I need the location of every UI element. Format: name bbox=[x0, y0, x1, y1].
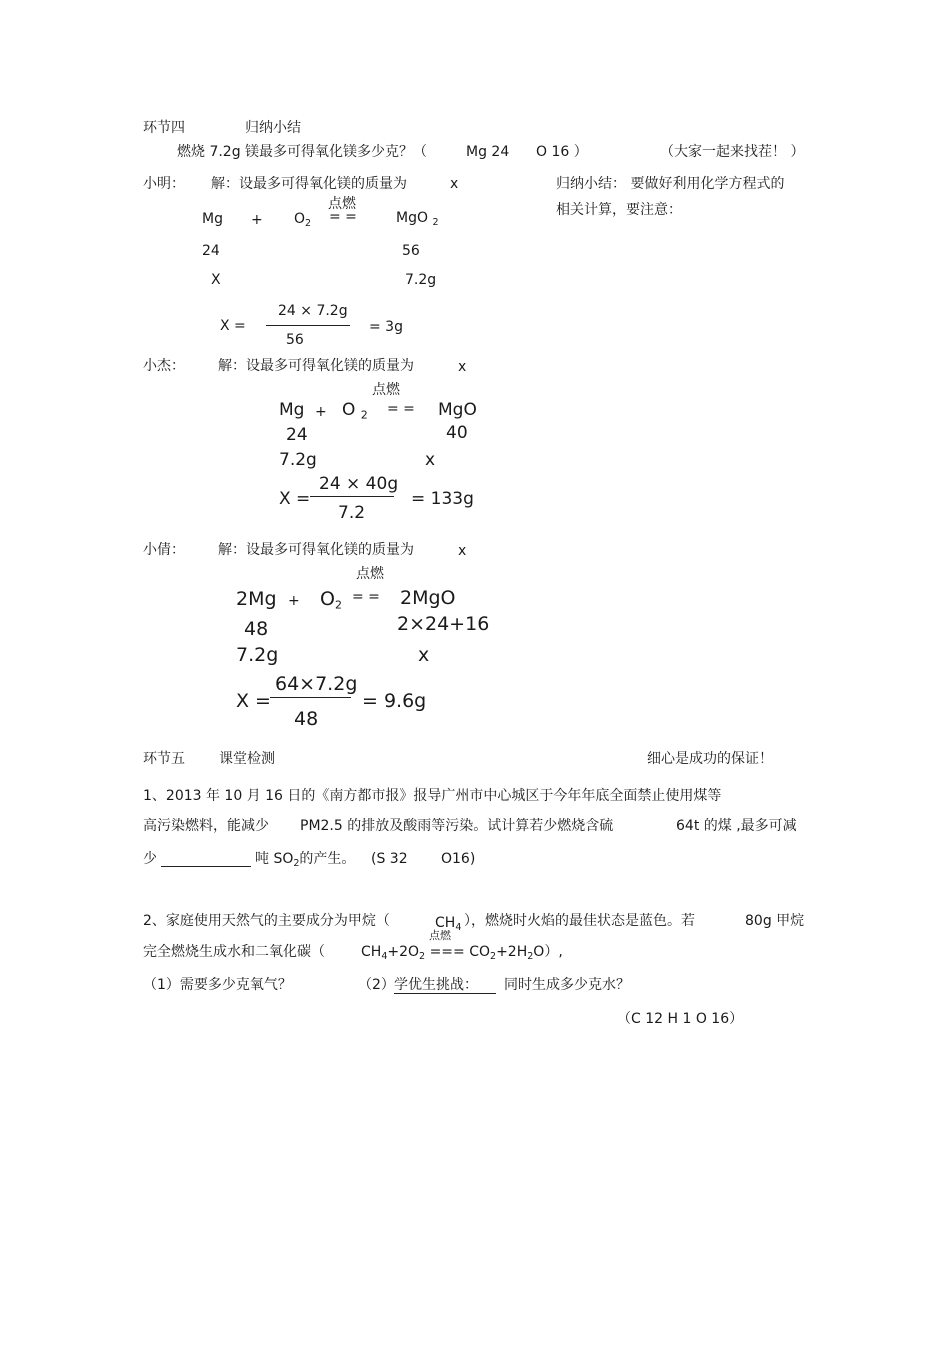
q1-line-3b: 吨 $SO_2$的产生。 bbox=[255, 851, 356, 869]
question-text: 燃烧 7.2g 镁最多可得氧化镁多少克？（ bbox=[177, 144, 428, 160]
xiaojie-mass-mgo: 40 bbox=[446, 423, 468, 443]
xiaoqian-eq-arrow: = = bbox=[352, 589, 380, 605]
xiaojie-denominator: 7.2 bbox=[338, 503, 366, 523]
xiaoming-numerator: 24 × 7.2g bbox=[278, 303, 348, 319]
xiaojie-unknown: x bbox=[425, 450, 436, 470]
xiaoqian-given: 7.2g bbox=[236, 644, 279, 666]
xiaoming-result: = 3g bbox=[369, 319, 403, 335]
xiaojie-eq-mgo: MgO bbox=[438, 400, 477, 420]
xiaoming-eq-o: $O_2$ bbox=[294, 211, 312, 229]
q2-line-1c: 80g 甲烷 bbox=[745, 913, 805, 929]
q2-atomic-masses: （C 12 H 1 O 16） bbox=[617, 1011, 744, 1027]
xiaoqian-unknown: x bbox=[418, 644, 430, 666]
xiaoming-mass-mg: 24 bbox=[202, 243, 220, 259]
q1-line-2b: PM2.5 的排放及酸雨等污染。试计算若少燃烧含硫 bbox=[300, 818, 614, 834]
xiaoming-condition: 点燃 bbox=[328, 196, 356, 212]
xiaoqian-mass-mg: 48 bbox=[244, 618, 269, 640]
xiaoming-x-label: X = bbox=[220, 318, 246, 334]
section-5-motto: 细心是成功的保证！ bbox=[647, 751, 773, 767]
xiaoqian-eq-mgo: 2MgO bbox=[400, 587, 456, 609]
xiaojie-eq-o: O $_2$ bbox=[342, 400, 368, 422]
q2-sub-question-2-number: （2） bbox=[358, 977, 395, 993]
section-4-title: 环节四 bbox=[143, 120, 185, 136]
xiaoqian-denominator: 48 bbox=[294, 708, 319, 730]
student-xiaojie: 小杰： bbox=[143, 358, 185, 374]
q2-line-1a: 2、家庭使用天然气的主要成分为甲烷（ bbox=[143, 913, 390, 929]
section-4-subtitle: 归纳小结 bbox=[245, 120, 301, 136]
student-xiaoming: 小明： bbox=[143, 176, 185, 192]
xiaojie-eq-arrow: = = bbox=[387, 401, 415, 417]
q2-equation: $CH_4+2O_2$ === $CO_2+2H_2O$）, bbox=[361, 944, 563, 962]
section-5-title: 环节五 bbox=[143, 751, 185, 767]
xiaoming-fraction-bar bbox=[266, 325, 350, 326]
student-xiaoqian: 小倩： bbox=[143, 542, 185, 558]
xiaoming-eq-mg: Mg bbox=[202, 211, 223, 227]
xiaojie-result: = 133g bbox=[411, 489, 474, 509]
xiaojie-eq-plus: + bbox=[315, 404, 327, 420]
xiaojie-condition: 点燃 bbox=[372, 382, 400, 398]
hint-text: （大家一起来找茬！ ） bbox=[660, 144, 805, 160]
q1-masses-s: (S 32 bbox=[371, 851, 408, 867]
xiaojie-x-label: X = bbox=[279, 489, 311, 509]
xiaoqian-condition: 点燃 bbox=[356, 566, 384, 582]
xiaoqian-result: = 9.6g bbox=[362, 690, 427, 712]
mass-mg: Mg 24 bbox=[466, 144, 510, 160]
q2-line-1b: ），燃烧时火焰的最佳状态是蓝色。若 bbox=[464, 913, 695, 929]
xiaoming-eq-mgo: MgO $_2$ bbox=[396, 210, 439, 228]
section-5-subtitle: 课堂检测 bbox=[219, 751, 275, 767]
xiaoqian-eq-mg: 2Mg bbox=[236, 588, 277, 610]
xiaojie-eq-mg: Mg bbox=[279, 400, 305, 420]
q2-ch4: $CH_4$ bbox=[435, 915, 462, 933]
summary-line-1: 归纳小结： 要做好利用化学方程式的 bbox=[556, 176, 785, 192]
q1-answer-blank[interactable] bbox=[161, 866, 251, 867]
xiaoqian-eq-plus: + bbox=[288, 593, 300, 609]
q1-line-3a: 少 bbox=[143, 851, 157, 867]
xiaoming-given: 7.2g bbox=[405, 272, 437, 288]
xiaoming-eq-plus: + bbox=[251, 212, 263, 228]
xiaoming-mass-mgo: 56 bbox=[402, 243, 420, 259]
q2-challenge-label: 学优生挑战： bbox=[394, 977, 478, 993]
q1-line-1: 1、2013 年 10 月 16 日的《南方都市报》报导广州市中心城区于今年年底全面禁止使用煤等 bbox=[143, 788, 722, 804]
xiaoqian-fraction-bar bbox=[270, 697, 351, 698]
xiaoqian-mass-mgo: 2×24+16 bbox=[397, 613, 490, 635]
q2-sub-question-2-text: 同时生成多少克水？ bbox=[504, 977, 630, 993]
summary-line-2: 相关计算，要注意： bbox=[556, 202, 682, 218]
q1-masses-o: O16) bbox=[441, 851, 476, 867]
q2-condition: 点燃 bbox=[429, 929, 451, 942]
xiaoming-setup: 解：设最多可得氧化镁的质量为 bbox=[211, 176, 407, 192]
xiaojie-var: x bbox=[458, 359, 467, 375]
xiaoqian-setup: 解：设最多可得氧化镁的质量为 bbox=[218, 542, 414, 558]
xiaoming-denominator: 56 bbox=[286, 332, 304, 348]
xiaojie-given: 7.2g bbox=[279, 450, 317, 470]
xiaoqian-eq-o: $O_2$ bbox=[320, 588, 342, 612]
xiaoming-known: X bbox=[211, 272, 221, 288]
q1-line-2a: 高污染燃料，能减少 bbox=[143, 818, 269, 834]
xiaoming-eq-arrow: = = bbox=[329, 209, 357, 225]
q2-line-2a: 完全燃烧生成水和二氧化碳（ bbox=[143, 944, 325, 960]
xiaojie-numerator: 24 × 40g bbox=[319, 474, 399, 494]
xiaojie-fraction-bar bbox=[310, 496, 394, 497]
q1-line-2c: 64t 的煤 ,最多可减 bbox=[676, 818, 797, 834]
mass-o: O 16 ） bbox=[536, 144, 588, 160]
xiaojie-setup: 解：设最多可得氧化镁的质量为 bbox=[218, 358, 414, 374]
xiaoqian-x-label: X = bbox=[236, 690, 271, 712]
xiaojie-mass-mg: 24 bbox=[286, 425, 308, 445]
xiaoming-var: x bbox=[450, 176, 459, 192]
xiaoqian-var: x bbox=[458, 543, 467, 559]
xiaoqian-numerator: 64×7.2g bbox=[275, 673, 358, 695]
q2-sub-question-1: （1）需要多少克氧气？ bbox=[143, 977, 292, 993]
q2-challenge-underline bbox=[394, 993, 496, 994]
